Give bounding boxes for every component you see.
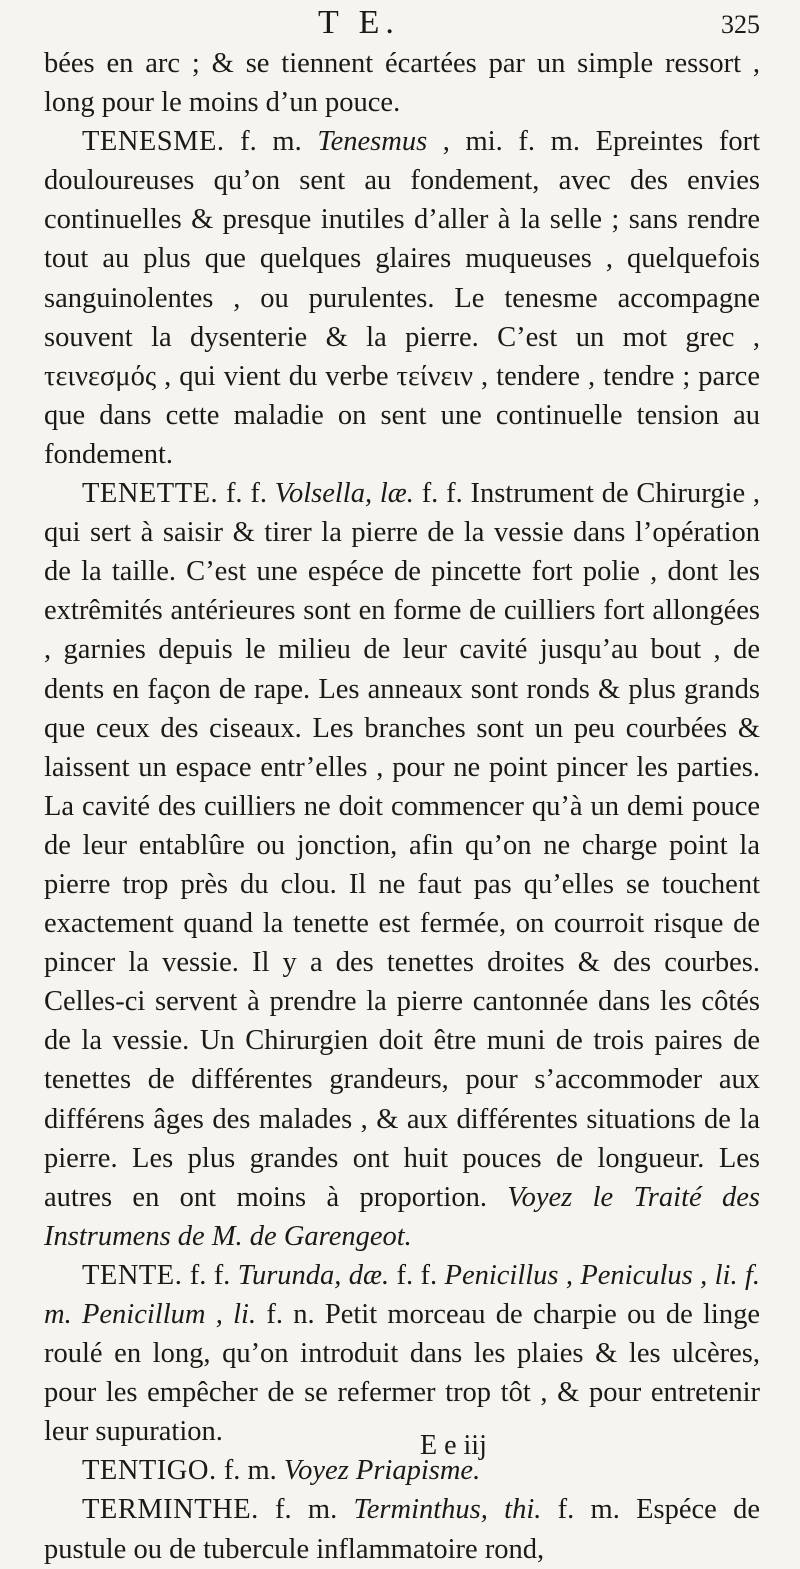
entry-tente: TENTE. f. f. Turunda, dæ. f. f. Penicillus , Peniculus , li. f. m. Penicillum , li. f. n. Petit morceau de charpie ou de linge roulé en long, qu’on introduit dans les plaies & les ulcères, pour les empêcher de se refermer trop tôt , & pour entretenir leur supuration. — [44, 1259, 761, 1448]
entry-headword: TENTE. — [82, 1259, 183, 1291]
entry-headword: TERMINTHE. — [82, 1494, 259, 1526]
signature-mark: E e iij — [420, 1430, 487, 1461]
entry-latin: Volsella, læ. — [274, 478, 414, 510]
entry-tentigo: TENTIGO. f. m. Voyez Priapisme. — [82, 1455, 481, 1487]
entry-text: f. n. Petit morceau de charpie ou de linge roulé en long, qu’on introduit dans les plaies & les ulcères, pour les empêcher de se refermer trop tôt , & pour entretenir leur supuration. — [44, 1299, 761, 1448]
body-text — [44, 44, 760, 1569]
entry-reference: Voyez le Traité des Instrumens de M. de Garengeot. — [44, 1181, 760, 1252]
entry-headword: TENESME. — [82, 126, 225, 158]
entry-latin: Terminthus, thi. — [353, 1494, 542, 1526]
entry-text: f. f. Instrument de Chirurgie , qui sert à saisir & tirer la pierre de la vessie dans l’opération de la taille. C’est une espéce de pincette fort polie , dont les extrêmités antérieures sont en forme de cuilliers fort allongées , garnies depuis le milieu de leur cavité jusqu’au bout , de dents en façon de rape. Les anneaux sont ronds & plus grands que ceux des ciseaux. Les branches sont un peu courbées & laissent un espace entr’elles , pour ne point pincer les parties. La cavité des cuilliers ne doit commencer qu’à un demi pouce de leur entablûre ou jonction, afin qu’on ne charge point la pierre trop près du clou. Il ne faut pas qu’elles se touchent exactement quand la tenette est fermée, on courroit risque de pincer la vessie. Il y a des tenettes droites & des courbes. Celles-ci servent à prendre la pierre cantonnée dans les côtés de la vessie. Un Chirurgien doit être muni de trois paires de tenettes de différentes grandeurs, pour s’accommoder aux différens âges des malades , & aux différentes situations de la pierre. Les plus grandes ont huit pouces de longueur. Les autres en ont moins à proportion. — [44, 478, 760, 1213]
entry-tenette: TENETTE. f. f. Volsella, læ. f. f. Instrument de Chirurgie , qui sert à saisir & tirer la pierre de la vessie dans l’opération de la taille. C’est une espéce de pincette fort polie , dont les extrêmités antérieures sont en forme de cuilliers fort allongées , garnies depuis le milieu de leur cavité jusqu’au bout , de dents en façon de rape. Les anneaux sont ronds & plus grands que ceux des ciseaux. Les branches sont un peu courbées & laissent un espace entr’elles , pour ne point pincer les parties. La cavité des cuilliers ne doit commencer qu’à un demi pouce de leur entablûre ou jonction, afin qu’on ne charge point la pierre trop près du clou. Il ne faut pas qu’elles se touchent exactement quand la tenette est fermée, on courroit risque de pincer la vessie. Il y a des tenettes droites & des courbes. Celles-ci servent à prendre la pierre cantonnée dans les côtés de la vessie. Un Chirurgien doit être muni de trois paires de tenettes de différentes grandeurs, pour s’accommoder aux différens âges des malades , & aux différentes situations de la pierre. Les plus grandes ont huit pouces de longueur. Les autres en ont moins à proportion. Voyez le Traité des Instrumens de M. de Garengeot. — [44, 478, 760, 1252]
entry-headword: TENTIGO. — [82, 1455, 217, 1487]
continuation-paragraph: bées en arc ; & se tiennent écartées par un simple ressort , long pour le moins d’un pouce. — [44, 48, 760, 119]
running-head: T E. — [318, 4, 400, 41]
page-header — [0, 4, 800, 44]
entry-text: , mi. f. m. Epreintes fort douloureuses qu’on sent au fondement, avec des envies continuelles & presque inutiles d’aller à la selle ; sans rendre tout au plus que quelques glaires muqueuses , quelquefois sanguinolentes , ou purulentes. Le tenesme accompagne souvent la dysenterie & la pierre. C’est un mot grec , τεινεσμός , qui vient du verbe τείνειν , tendere , tendre ; parce que dans cette maladie on sent une continuelle tension au fondement. — [44, 126, 760, 470]
entry-headword: TENETTE. — [82, 478, 219, 510]
entry-tenesme: TENESME. f. m. Tenesmus , mi. f. m. Epreintes fort douloureuses qu’on sent au fondement, avec des envies continuelles & presque inutiles d’aller à la selle ; sans rendre tout au plus que quelques glaires muqueuses , quelquefois sanguinolentes , ou purulentes. Le tenesme accompagne souvent la dysenterie & la pierre. C’est un mot grec , τεινεσμός , qui vient du verbe τείνειν , tendere , tendre ; parce que dans cette maladie on sent une continuelle tension au fondement. — [44, 126, 760, 470]
entry-latin: Tenesmus — [317, 126, 428, 158]
entry-latin-2: Penicillus , Peniculus , li. f. m. Penicillum , li. — [44, 1259, 760, 1330]
entry-terminthe: TERMINTHE. f. m. Terminthus, thi. f. m. Espéce de pustule ou de tubercule inflammatoire rond, — [44, 1494, 760, 1565]
page-number: 325 — [721, 10, 760, 39]
entry-text: f. m. Espéce de pustule ou de tubercule inflammatoire rond, — [44, 1494, 760, 1565]
entry-reference: Voyez Priapisme. — [283, 1455, 481, 1487]
entry-latin: Turunda, dæ. — [237, 1259, 390, 1291]
